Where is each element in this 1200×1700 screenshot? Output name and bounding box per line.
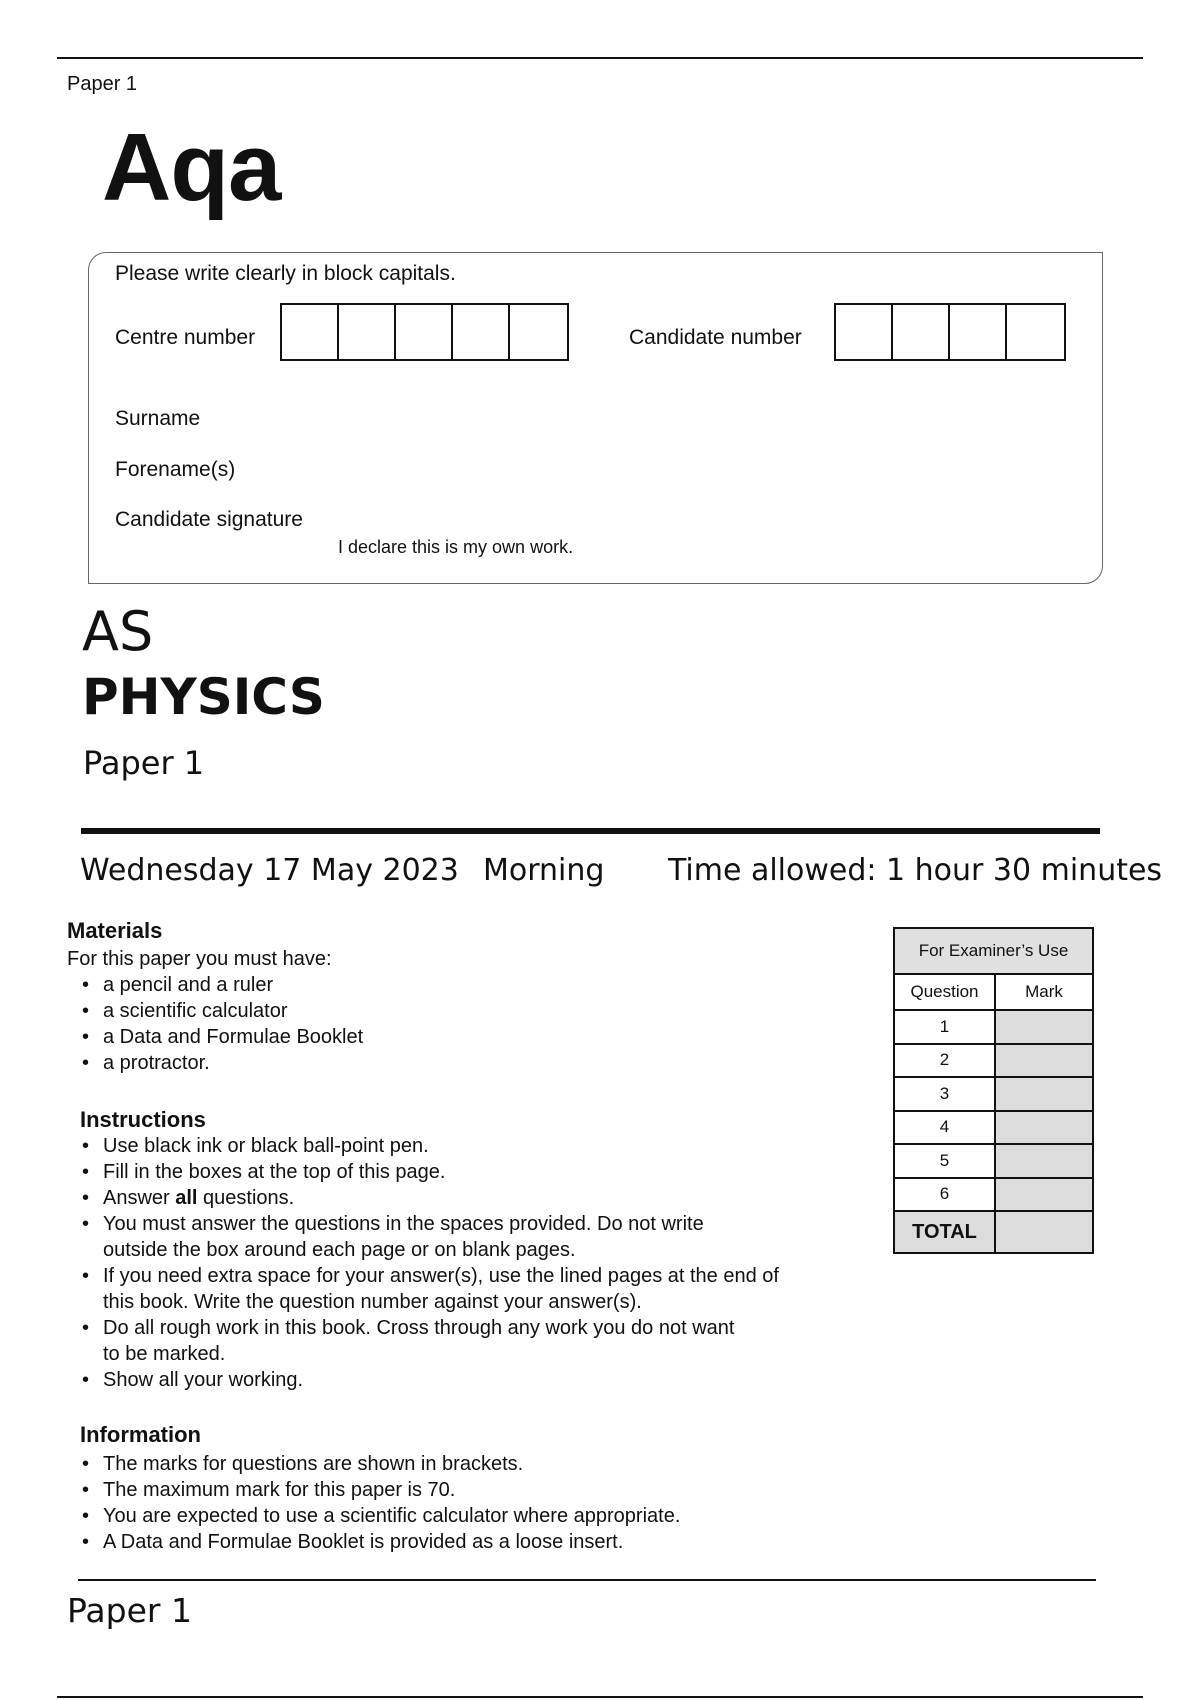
candidate-number-digit-box[interactable]: [893, 305, 950, 359]
own-work-declaration: I declare this is my own work.: [338, 537, 574, 557]
candidate-number-boxes: [834, 303, 1066, 361]
mark-cell: [995, 1077, 1093, 1111]
signature-label: Candidate signature: [115, 508, 303, 531]
mark-cell: [995, 1178, 1093, 1212]
line-text: Do all rough work in this book. Cross through any work you do not want: [103, 1317, 735, 1339]
top-rule: [57, 57, 1143, 59]
table-row: [894, 1044, 1093, 1078]
list-item: [80, 1263, 779, 1315]
centre-number-label: Centre number: [115, 326, 256, 349]
question-column-header: Question: [894, 974, 995, 1010]
exam-date: Wednesday 17 May 2023: [80, 853, 459, 888]
line-text: outside the box around each page or on blank pages.: [103, 1239, 576, 1261]
instructions-heading: Instructions: [80, 1107, 206, 1132]
question-number: 6: [894, 1178, 995, 1212]
list-item: • The marks for questions are shown in brackets.: [80, 1451, 680, 1477]
instructions-list: [80, 1133, 779, 1393]
line-text: You must answer the questions in the spaces provided. Do not write: [103, 1213, 704, 1235]
table-row: [894, 1111, 1093, 1145]
table-row: [894, 1211, 1093, 1253]
bottom-rule: [57, 1696, 1143, 1698]
line-text: If you need extra space for your answer(s), use the lined pages at the end of: [103, 1265, 779, 1287]
information-list: [80, 1451, 680, 1555]
list-item: • Show all your working.: [80, 1367, 779, 1393]
list-item: • a pencil and a ruler: [80, 972, 363, 998]
mark-column-header: Mark: [995, 974, 1093, 1010]
materials-list: [80, 972, 363, 1076]
candidate-number-digit-box[interactable]: [836, 305, 893, 359]
subject-title: PHYSICS: [82, 668, 325, 726]
centre-number-boxes: [280, 303, 569, 361]
title-rule: [81, 828, 1100, 834]
line-text: this book. Write the question number against your answer(s).: [103, 1291, 642, 1313]
list-item: • a Data and Formulae Booklet: [80, 1024, 363, 1050]
qualification-level: AS: [82, 600, 154, 663]
exam-session: Morning: [483, 853, 605, 888]
question-number: 4: [894, 1111, 995, 1145]
list-item: • a scientific calculator: [80, 998, 363, 1024]
centre-number-digit-box[interactable]: [396, 305, 453, 359]
total-mark-cell: [995, 1211, 1093, 1253]
time-allowed: Time allowed: 1 hour 30 minutes: [668, 853, 1163, 888]
footer-rule: [78, 1579, 1096, 1581]
centre-number-digit-box[interactable]: [339, 305, 396, 359]
surname-label: Surname: [115, 407, 201, 430]
mark-cell: [995, 1044, 1093, 1078]
question-number: 3: [894, 1077, 995, 1111]
list-item: • Fill in the boxes at the top of this page.: [80, 1159, 779, 1185]
centre-number-digit-box[interactable]: [453, 305, 510, 359]
information-heading: Information: [80, 1422, 201, 1447]
surname-field[interactable]: [330, 400, 1070, 434]
list-item: • The maximum mark for this paper is 70.: [80, 1477, 680, 1503]
forename-label: Forename(s): [115, 458, 236, 481]
materials-heading: Materials: [67, 918, 163, 943]
question-number: 2: [894, 1044, 995, 1078]
table-row: [894, 1178, 1093, 1212]
text-run: questions.: [197, 1187, 295, 1209]
mark-cell: [995, 1111, 1093, 1145]
table-row: [894, 1077, 1093, 1111]
list-item: [80, 1211, 779, 1263]
mark-cell: [995, 1144, 1093, 1178]
question-number: 1: [894, 1010, 995, 1044]
footer-label: Paper 1: [67, 1591, 192, 1630]
list-item: • Use black ink or black ball-point pen.: [80, 1133, 779, 1159]
emphasis-text: all: [175, 1187, 198, 1209]
candidate-number-digit-box[interactable]: [950, 305, 1007, 359]
centre-number-digit-box[interactable]: [282, 305, 339, 359]
forename-field[interactable]: [330, 451, 1070, 485]
header-label: Paper 1: [67, 73, 138, 95]
question-number: 5: [894, 1144, 995, 1178]
table-row: [894, 1010, 1093, 1044]
table-row: [894, 1144, 1093, 1178]
list-item: [80, 1315, 779, 1367]
materials-intro: For this paper you must have:: [67, 948, 332, 970]
signature-field[interactable]: [330, 500, 1070, 534]
centre-number-digit-box[interactable]: [510, 305, 567, 359]
block-capitals-instruction: Please write clearly in block capitals.: [115, 262, 456, 285]
mark-cell: [995, 1010, 1093, 1044]
line-text: to be marked.: [103, 1343, 226, 1365]
candidate-number-label: Candidate number: [629, 326, 802, 349]
list-item: [80, 1185, 779, 1211]
aqa-logo: Aqa: [102, 114, 281, 221]
examiner-table-caption: For Examiner’s Use: [894, 928, 1093, 974]
list-item: • a protractor.: [80, 1050, 363, 1076]
list-item: • You are expected to use a scientific calculator where appropriate.: [80, 1503, 680, 1529]
text-run: Answer: [103, 1187, 176, 1209]
candidate-number-digit-box[interactable]: [1007, 305, 1064, 359]
total-label: TOTAL: [894, 1211, 995, 1253]
examiner-use-table: [893, 927, 1094, 1254]
paper-title: Paper 1: [83, 744, 205, 782]
list-item: • A Data and Formulae Booklet is provided as a loose insert.: [80, 1529, 680, 1555]
